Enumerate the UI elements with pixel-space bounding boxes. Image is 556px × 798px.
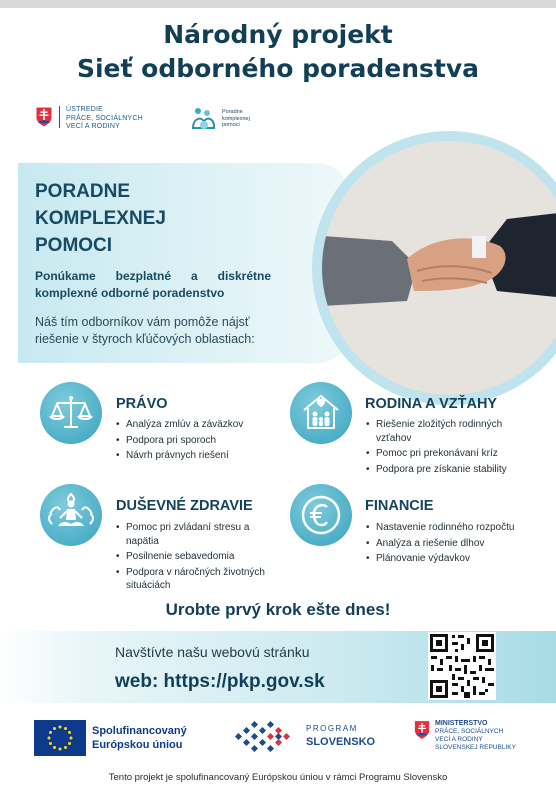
category-title: FINANCIE	[365, 498, 434, 514]
list-item: • Podpora pre získanie stability	[366, 463, 536, 477]
program-label: PROGRAM	[306, 724, 358, 733]
ministry-line: PRÁCE, SOCIÁLNYCH	[435, 728, 504, 735]
upsvr-text	[66, 106, 143, 132]
category-list	[366, 521, 516, 568]
list-item: • Analýza a riešenie dlhov	[366, 537, 516, 551]
category-title: PRÁVO	[116, 396, 168, 412]
euro-icon	[290, 484, 352, 546]
list-item: • Pomoc pri prekonávaní kríz	[366, 447, 536, 461]
upsvr-line: PRÁCE, SOCIÁLNYCH	[66, 114, 143, 122]
category-list	[366, 418, 536, 478]
family-home-icon	[290, 382, 352, 444]
title-line-1: Národný projekt	[163, 20, 393, 49]
pkp-line: pomoci	[222, 122, 240, 129]
hero-body: Náš tím odborníkov vám pomôže nájsť riešenie v štyroch kľúčových oblastiach:	[35, 315, 255, 346]
pkp-text	[222, 109, 250, 129]
list-item: • Pomoc pri zvládaní stresu a napätia	[116, 521, 266, 548]
meditation-icon	[40, 484, 102, 546]
ministry-line: VECÍ A RODINY	[435, 736, 483, 743]
web-label: Navštívte našu webovú stránku	[115, 644, 310, 660]
qr-code[interactable]	[428, 632, 496, 700]
ministry-line: MINISTERSTVO	[435, 720, 488, 727]
category-title: DUŠEVNÉ ZDRAVIE	[116, 498, 253, 514]
list-item: • Podpora pri sporoch	[116, 434, 276, 448]
eu-text-line: Spolufinancovaný	[92, 725, 187, 737]
hero-title-line: KOMPLEXNEJ	[35, 208, 166, 229]
list-item: • Riešenie zložitých rodinných vzťahov	[366, 418, 536, 445]
hero-title-line: PORADNE	[35, 181, 131, 202]
website-link[interactable]: web: https://pkp.gov.sk	[115, 671, 325, 692]
hero-title	[35, 178, 166, 259]
program-slovensko-logo	[232, 720, 376, 761]
pkp-line: komplexnej	[222, 115, 250, 122]
list-item: • Posilnenie sebavedomia	[116, 550, 266, 564]
eu-flag-icon	[34, 720, 86, 756]
ministry-text	[435, 720, 516, 752]
list-item: • Podpora v náročných životných situáciách	[116, 566, 266, 593]
category-title: RODINA A VZŤAHY	[365, 396, 498, 412]
hero-title-line: POMOCI	[35, 235, 113, 256]
title-line-2: Sieť odborného poradenstva	[76, 54, 479, 83]
ministry-line: SLOVENSKEJ REPUBLIKY	[435, 744, 516, 751]
top-strip	[0, 0, 556, 8]
eu-cofinanced-text	[92, 724, 187, 752]
ministry-logo	[414, 720, 516, 752]
slovensko-label: SLOVENSKO	[306, 736, 376, 748]
upsvr-line: ÚSTREDIE	[66, 106, 103, 113]
page-title	[0, 18, 556, 86]
hero-subtitle: Ponúkame bezplatné a diskrétne komplexné odborné poradenstvo	[35, 269, 271, 300]
pkp-people-icon	[190, 106, 218, 132]
program-slovensko-icon	[232, 720, 302, 756]
pkp-logo	[190, 106, 250, 132]
slovak-coat-of-arms-icon	[414, 720, 430, 740]
category-list	[116, 521, 266, 595]
upsvr-logo	[35, 106, 143, 132]
scales-icon	[40, 382, 102, 444]
upsvr-line: VECÍ A RODINY	[66, 123, 120, 130]
category-list	[116, 418, 276, 465]
eu-text-line: Európskou úniou	[92, 739, 183, 751]
list-item: • Analýza zmlúv a záväzkov	[116, 418, 276, 432]
list-item: • Plánovanie výdavkov	[366, 552, 516, 566]
pkp-line: Poradne	[222, 109, 243, 116]
list-item: • Návrh právnych riešení	[116, 449, 276, 463]
list-item: • Nastavenie rodinného rozpočtu	[366, 521, 516, 535]
footer-note: Tento projekt je spolufinancovaný Európskou úniou v rámci Programu Slovensko	[108, 772, 448, 783]
slovak-coat-of-arms-icon	[35, 106, 53, 128]
call-to-action: Urobte prvý krok ešte dnes!	[165, 600, 391, 619]
